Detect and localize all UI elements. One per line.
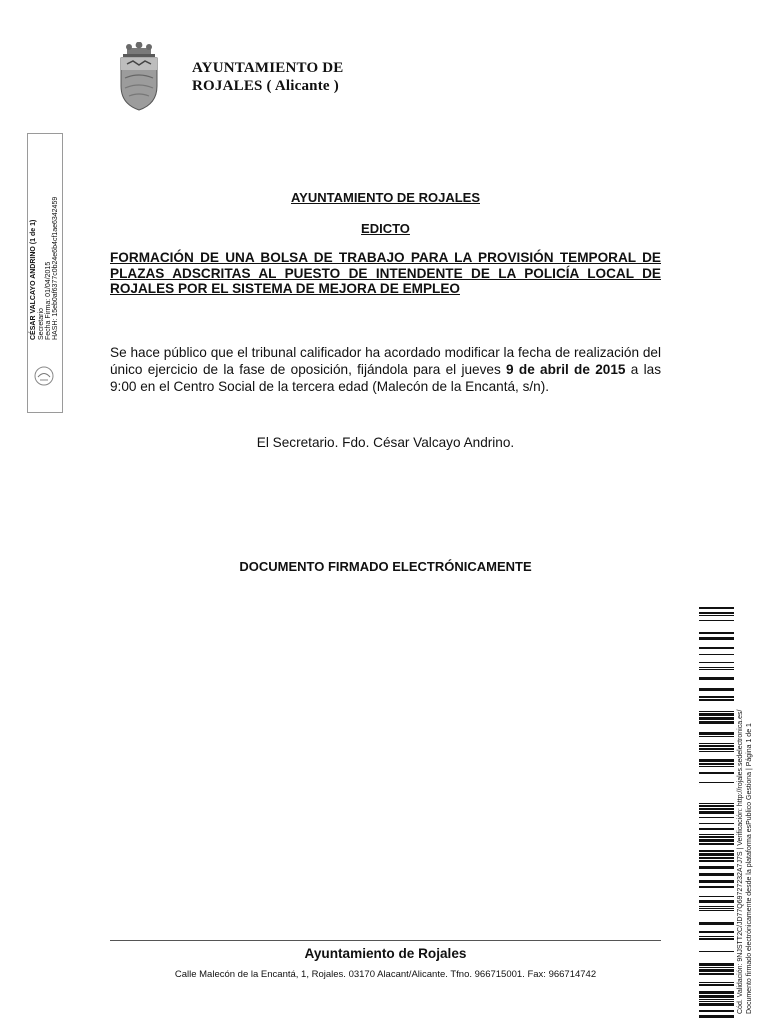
document-subject: FORMACIÓN DE UNA BOLSA DE TRABAJO PARA LA PROVISIÓN TEMPORAL DE PLAZAS ADSCRITAS AL PUESTO DE INTENDENTE DE LA POLICÍA LOCAL DE ROJALES POR EL SISTEMA DE MEJORA DE EMPLEO xyxy=(110,250,661,296)
signature-hash: HASH: 15eb0af6377c0b24e6b4cf1ae6342459 xyxy=(52,196,59,340)
signature-date: Fecha Firma: 01/04/2015 xyxy=(45,261,52,340)
footer-organization: Ayuntamiento de Rojales xyxy=(304,946,467,961)
body-text-part1: Se hace público que el tribunal calificador ha acordado modificar la fecha de realización del único ejercicio de la fase de oposición, fijándola para el jueves xyxy=(110,345,661,377)
document-type: EDICTO xyxy=(361,221,410,236)
municipality-name-line1: AYUNTAMIENTO DE xyxy=(192,60,344,76)
municipality-name-line2: ROJALES ( Alicante ) xyxy=(192,78,339,94)
validation-code: Cód. Validación: 9NJSTT2C/JD77Q69727232A7J7S | Verificación: http://rojales.sedelectronica.es/ xyxy=(737,709,744,1014)
validation-barcode-icon xyxy=(699,607,734,1019)
signer-line: El Secretario. Fdo. César Valcayo Andrino. xyxy=(256,435,515,450)
electronic-signature-note: DOCUMENTO FIRMADO ELECTRÓNICAMENTE xyxy=(239,559,532,574)
signer-role: Secretario xyxy=(38,308,45,340)
signer-name: CÉSAR VALCAYO ANDRINO (1 de 1) xyxy=(30,219,37,340)
body-date: 9 de abril de 2015 xyxy=(506,362,626,377)
footer-divider xyxy=(110,940,661,941)
footer-address: Calle Malecón de la Encantá, 1, Rojales. 03170 Alacant/Alicante. Tfno. 966715001. Fax: 966714742 xyxy=(174,969,597,980)
validation-platform: Documento firmado electrónicamente desde la plataforma esPublico Gestiona | Página 1 de 1 xyxy=(746,723,753,1014)
body-text-part2: a las 9:00 en el Centro Social de la tercera edad (Malecón de la Encantá, s/n). xyxy=(110,362,661,394)
municipal-crest-icon xyxy=(113,42,165,112)
document-title: AYUNTAMIENTO DE ROJALES xyxy=(290,190,480,205)
signature-stamp-icon xyxy=(32,364,56,388)
document-body xyxy=(110,344,661,395)
